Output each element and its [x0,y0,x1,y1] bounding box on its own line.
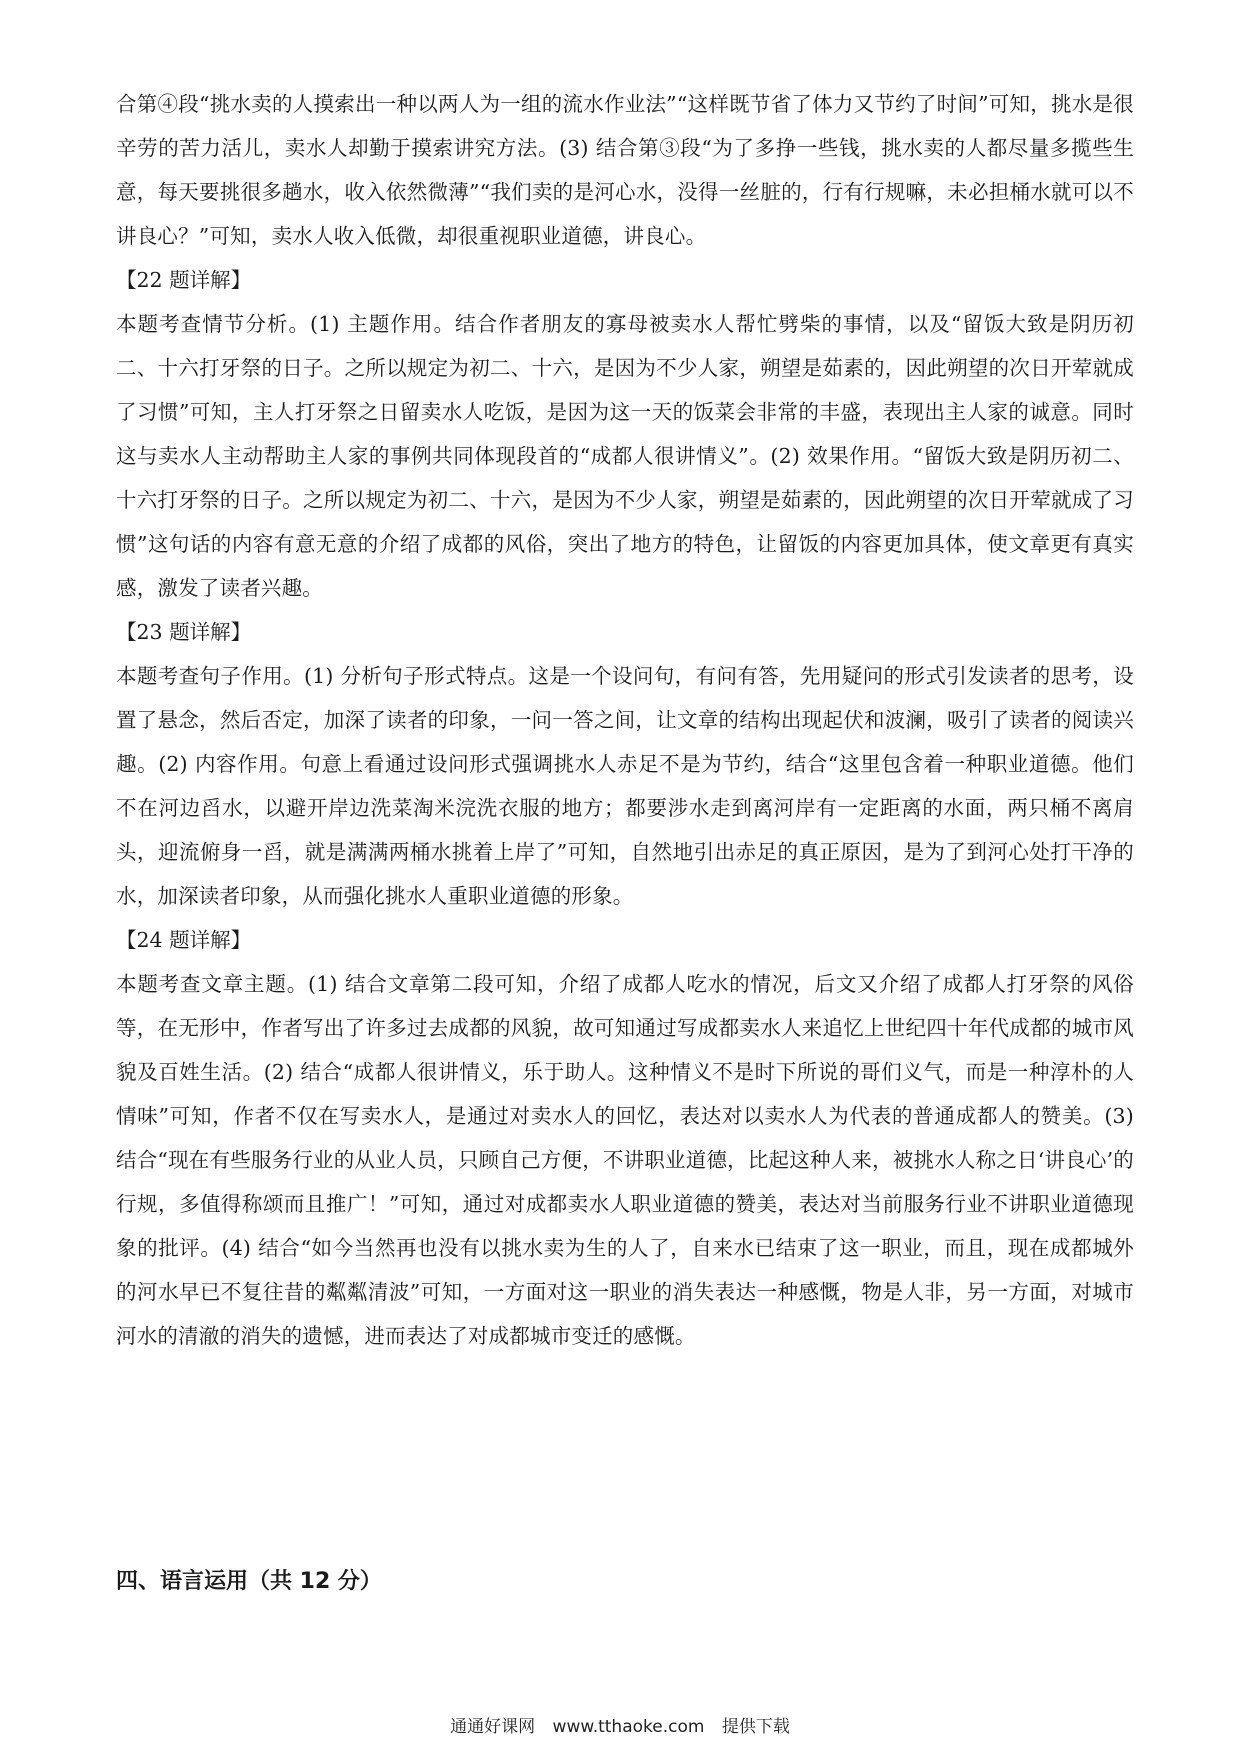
page-footer [0,1712,1240,1737]
heading-q23: 【23 题详解】 [116,620,252,644]
paragraph-q24: 本题考查文章主题。(1) 结合文章第二段可知，介绍了成都人吃水的情况，后文又介绍了成都人打牙祭的风俗等，在无形中，作者写出了许多过去成都的风貌，故可知通过写成都卖水人来追忆上世纪四十年代成都的城市风貌及百姓生活。(2) 结合“成都人很讲情义，乐于助人。这种情义不是时下所说的哥们义气，而是一种淳朴的人情味”可知，作者不仅在写卖水人，是通过对卖水人的回忆，表达对以卖水人为代表的普通成都人的赞美。(3) 结合“现在有些服务行业的从业人员，只顾自己方便，不讲职业道德，比起这种人来，被挑水人称之日‘讲良心’的行规，多值得称颂而且推广！”可知，通过对成都卖水人职业道德的赞美，表达对当前服务行业不讲职业道德现象的批评。(4) 结合“如今当然再也没有以挑水卖为生的人了，自来水已结束了这一职业，而且，现在成都城外的河水早已不复往昔的粼粼清波”可知，一方面对这一职业的消失表达一种感慨，物是人非，另一方面，对城市河水的清澈的消失的遗憾，进而表达了对成都城市变迁的感慨。 [116,972,1134,1348]
footer-site-name: 通通好课网 [450,1717,536,1737]
paragraph-q22: 本题考查情节分析。(1) 主题作用。结合作者朋友的寡母被卖水人帮忙劈柴的事情，以及“留饭大致是阴历初二、十六打牙祭的日子。之所以规定为初二、十六，是因为不少人家，朔望是茹素的，因此朔望的次日开荤就成了习惯”可知，主人打牙祭之日留卖水人吃饭，是因为这一天的饭菜会非常的丰盛，表现出主人家的诚意。同时这与卖水人主动帮助主人家的事例共同体现段首的“成都人很讲情义”。(2) 效果作用。“留饭大致是阴历初二、十六打牙祭的日子。之所以规定为初二、十六，是因为不少人家，朔望是茹素的，因此朔望的次日开荤就成了习惯”这句话的内容有意无意的介绍了成都的风俗，突出了地方的特色，让留饭的内容更加具体，使文章更有真实感，激发了读者兴趣。 [116,312,1134,600]
footer-url[interactable]: www.tthaoke.com [552,1717,705,1737]
heading-q22: 【22 题详解】 [116,268,252,292]
document-content [116,82,1134,1358]
paragraph-q23: 本题考查句子作用。(1) 分析句子形式特点。这是一个设问句，有问有答，先用疑问的形式引发读者的思考，设置了悬念，然后否定，加深了读者的印象，一问一答之间，让文章的结构出现起伏和波澜，吸引了读者的阅读兴趣。(2) 内容作用。句意上看通过设问形式强调挑水人赤足不是为节约，结合“这里包含着一种职业道德。他们不在河边舀水，以避开岸边洗菜淘米浣洗衣服的地方；都要涉水走到离河岸有一定距离的水面，两只桶不离肩头，迎流俯身一舀，就是满满两桶水挑着上岸了”可知，自然地引出赤足的真正原因，是为了到河心处打干净的水，加深读者印象，从而强化挑水人重职业道德的形象。 [116,664,1134,908]
paragraph-q21-continued: 合第④段“挑水卖的人摸索出一种以两人为一组的流水作业法”“这样既节省了体力又节约了时间”可知，挑水是很辛劳的苦力活儿，卖水人却勤于摸索讲究方法。(3) 结合第③段“为了多挣一些钱，挑水卖的人都尽量多揽些生意，每天要挑很多趟水，收入依然微薄”“我们卖的是河心水，没得一丝脏的，行有行规嘛，未必担桶水就可以不讲良心？”可知，卖水人收入低微，却很重视职业道德，讲良心。 [116,92,1134,248]
heading-q24: 【24 题详解】 [116,928,252,952]
footer-note: 提供下载 [721,1717,790,1737]
section-title-language-use: 四、语言运用（共 12 分） [116,1569,382,1594]
